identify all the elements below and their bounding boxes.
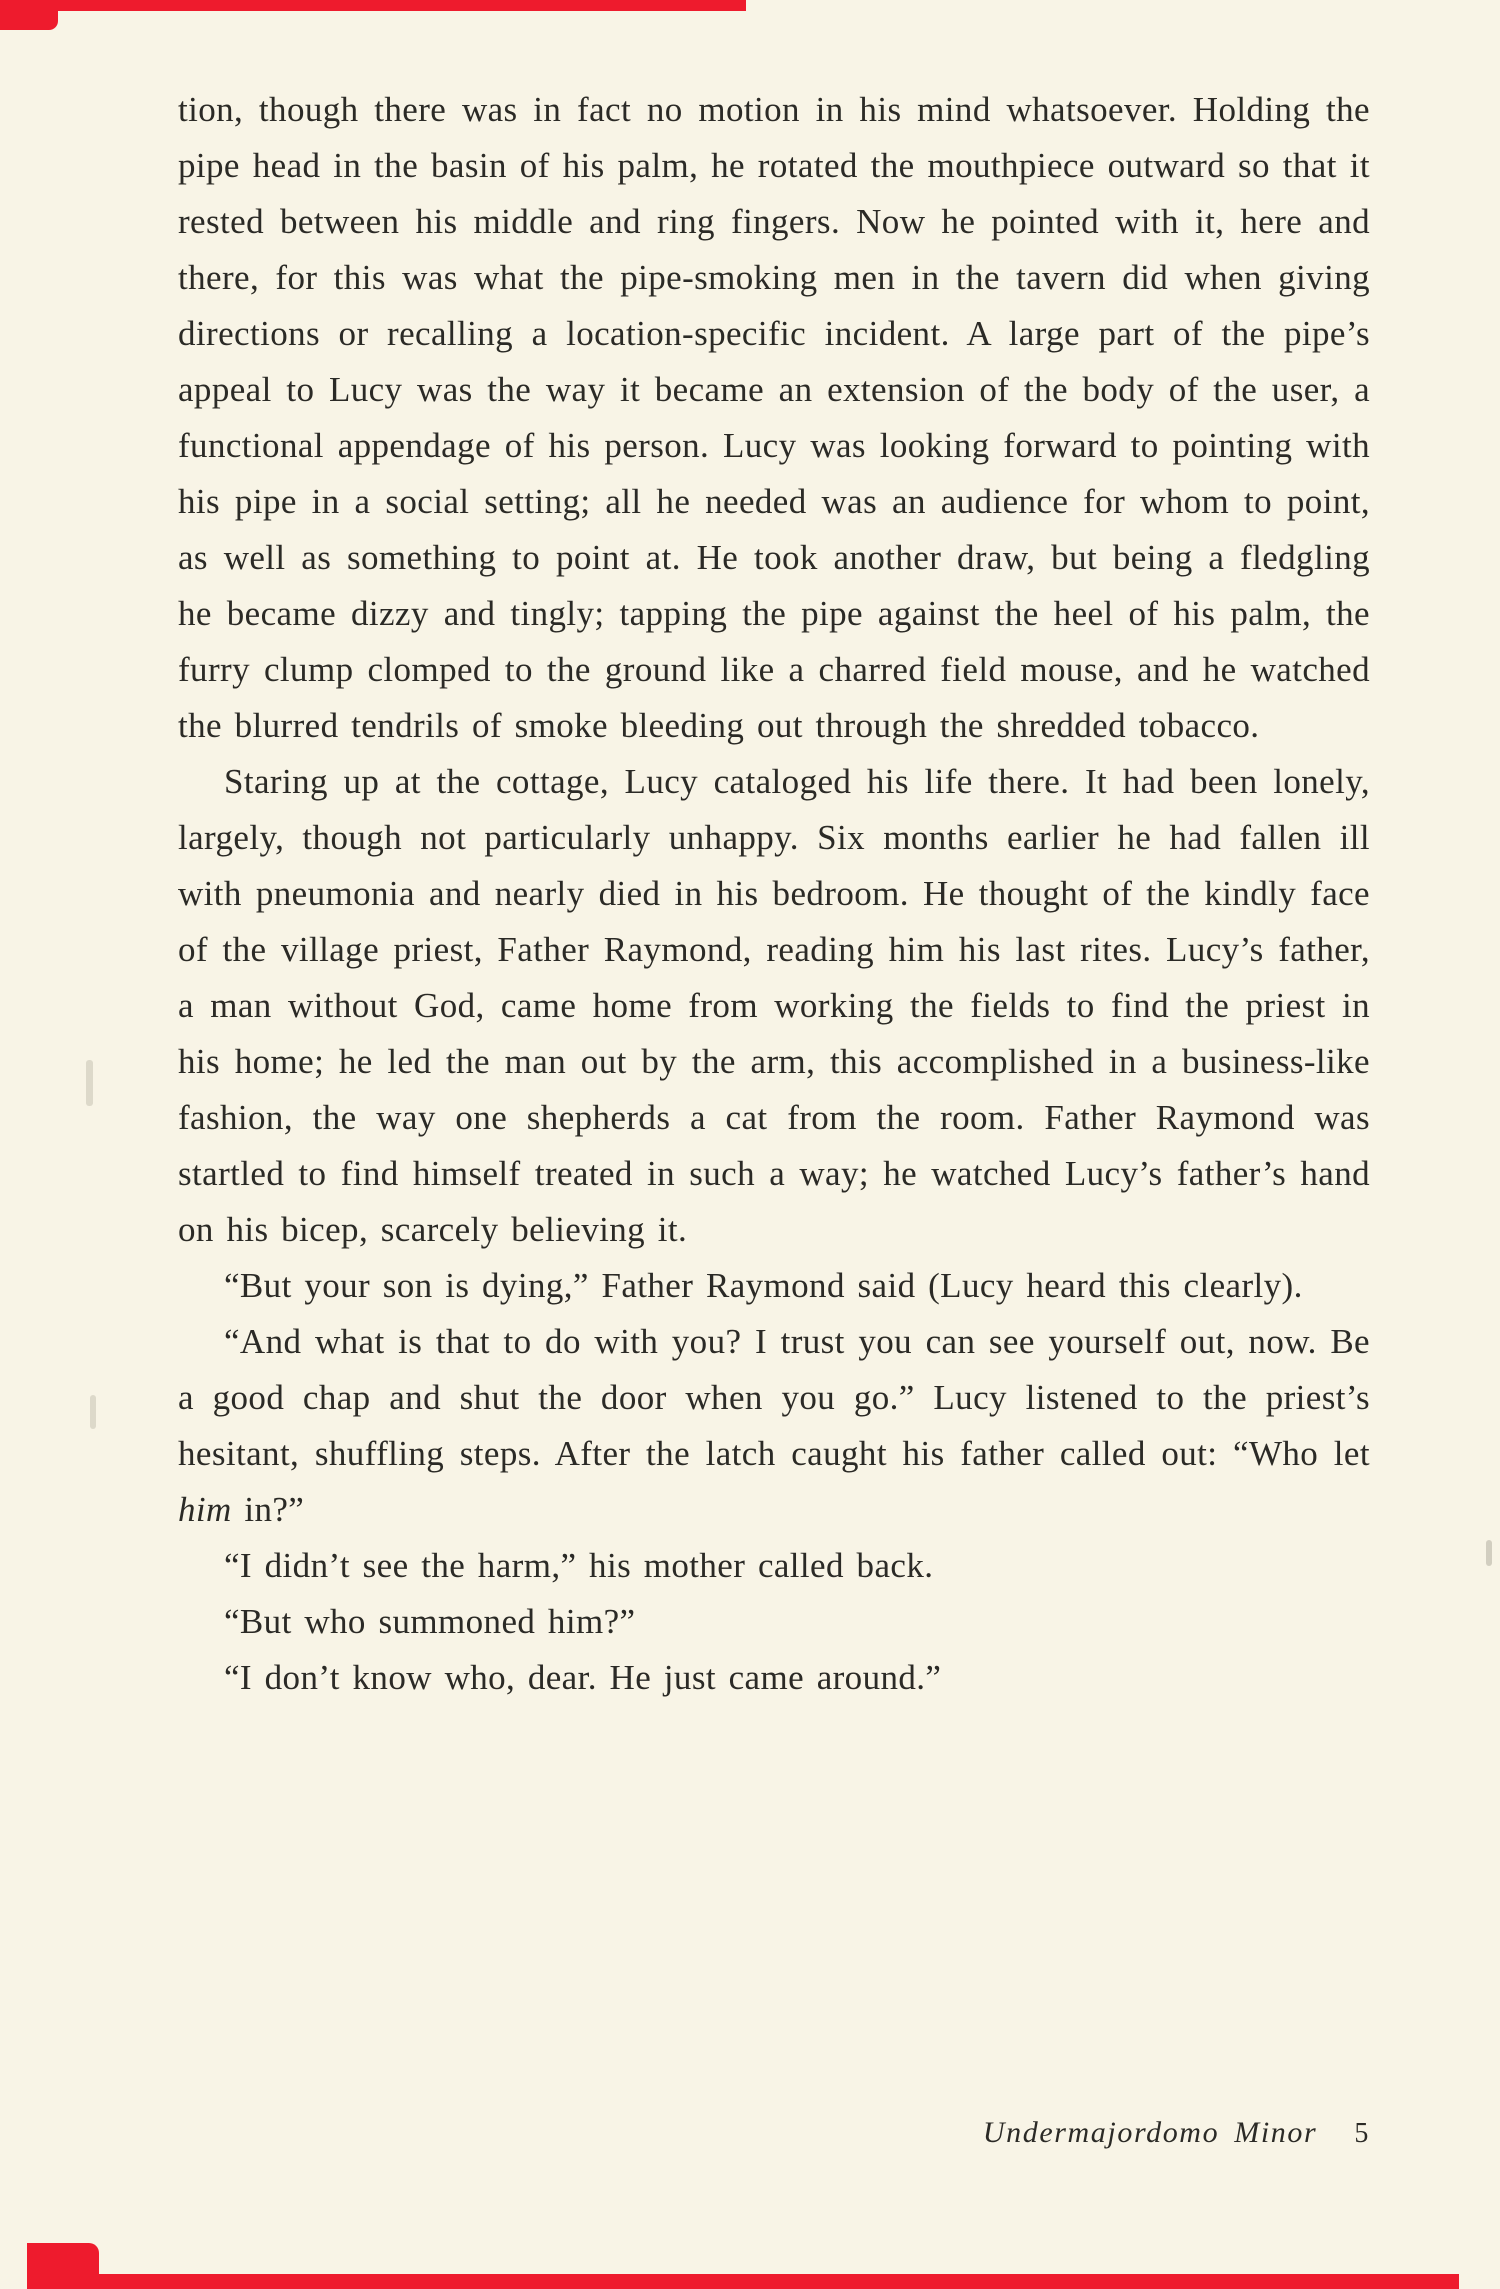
footer-page-number: 5 — [1354, 2118, 1370, 2149]
text-segment: “But who summoned him?” — [224, 1602, 636, 1641]
text-segment: “But your son is dying,” Father Raymond said (Lucy heard this clearly). — [224, 1266, 1303, 1305]
text-segment: “I don’t know who, dear. He just came around.” — [224, 1658, 942, 1697]
scan-edge-bottom-left-corner — [27, 2243, 99, 2289]
scan-edge-bottom-strip — [27, 2274, 1459, 2289]
paragraph — [178, 1314, 1370, 1538]
paragraph — [178, 1594, 1370, 1650]
text-segment: “And what is that to do with you? I trust you can see yourself out, now. Be a good chap and shut the door when you go.” Lucy listened to the priest’s hesitant, shuffling steps. After the latch caught his father called out: “Who let — [178, 1322, 1370, 1473]
scan-smudge — [1486, 1540, 1492, 1566]
page-text-block — [178, 82, 1370, 1706]
text-segment: in?” — [231, 1490, 305, 1529]
text-segment: Staring up at the cottage, Lucy cataloged his life there. It had been lonely, largely, though not particularly unhappy. Six months earlier he had fallen ill with pneumonia and nearly died in his bedroom. He thought of the kindly face of the village priest, Father Raymond, reading him his last rites. Lucy’s father, a man without God, came home from working the fields to find the priest in his home; he led the man out by the arm, this accomplished in a business-like fashion, the way one shepherds a cat from the room. Father Raymond was startled to find himself treated in such a way; he watched Lucy’s father’s hand on his bicep, scarcely believing it. — [178, 762, 1370, 1249]
scan-edge-top-left-corner — [0, 0, 58, 30]
paragraph — [178, 1258, 1370, 1314]
scan-smudge — [86, 1060, 93, 1106]
paragraph — [178, 754, 1370, 1258]
paragraph — [178, 82, 1370, 754]
text-segment: “I didn’t see the harm,” his mother called back. — [224, 1546, 934, 1585]
running-footer — [983, 2116, 1370, 2150]
text-segment: him — [178, 1490, 232, 1529]
scan-edge-top-strip — [0, 0, 746, 11]
paragraph — [178, 1538, 1370, 1594]
footer-book-title: Undermajordomo Minor — [982, 2116, 1318, 2149]
paragraph — [178, 1650, 1370, 1706]
scan-smudge — [90, 1395, 96, 1429]
text-segment: tion, though there was in fact no motion in his mind whatsoever. Holding the pipe head in the basin of his palm, he rotated the mouthpiece outward so that it rested between his middle and ring fingers. Now he pointed with it, here and there, for this was what the pipe-smoking men in the tavern did when giving directions or recalling a location-specific incident. A large part of the pipe’s appeal to Lucy was the way it became an extension of the body of the user, a functional appendage of his person. Lucy was looking forward to pointing with his pipe in a social setting; all he needed was an audience for whom to point, as well as something to point at. He took another draw, but being a fledgling he became dizzy and tingly; tapping the pipe against the heel of his palm, the furry clump clomped to the ground like a charred field mouse, and he watched the blurred tendrils of smoke bleeding out through the shredded tobacco. — [178, 90, 1370, 745]
